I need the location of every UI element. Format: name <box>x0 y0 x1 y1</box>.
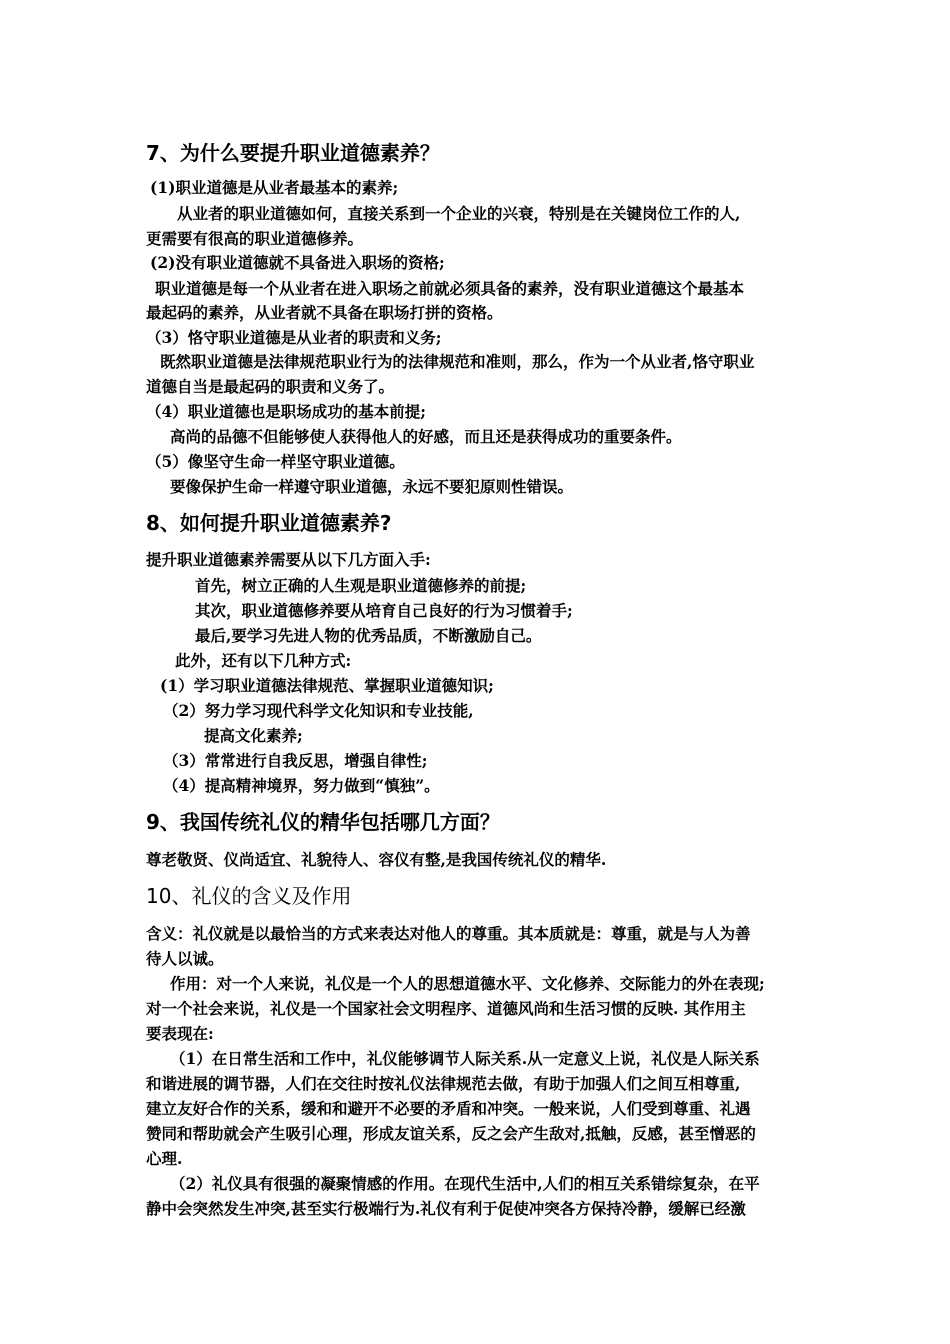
text-line: 最后,要学习先进人物的优秀品质，不断激励自己。 <box>195 626 542 645</box>
text-line: 建立友好合作的关系，缓和和避开不必要的矛盾和冲突。一般来说，人们受到尊重、礼遇 <box>146 1099 751 1118</box>
text-line: （3）恪守职业道德是从业者的职责和义务; <box>146 328 442 347</box>
text-line: （4）提高精神境界，努力做到“慎独”。 <box>163 776 440 795</box>
text-line: 含义：礼仪就是以最恰当的方式来表达对他人的尊重。其本质就是：尊重，就是与人为善 <box>146 924 751 943</box>
heading-7: 7、为什么要提升职业道德素养？ <box>146 141 440 165</box>
text-line: 提升职业道德素养需要从以下几方面入手: <box>146 550 431 569</box>
text-line: （2）礼仪具有很强的凝聚情感的作用。在现代生活中,人们的相互关系错综复杂，在平 <box>170 1174 760 1193</box>
text-line: 要像保护生命一样遵守职业道德，永远不要犯原则性错误。 <box>170 477 574 496</box>
text-line: 其次，职业道德修养要从培育自己良好的行为习惯着手; <box>195 601 573 620</box>
text-line: 高尚的品德不但能够使人获得他人的好感，而且还是获得成功的重要条件。 <box>170 427 682 446</box>
text-line: 和谐进展的调节器，人们在交往时按礼仪法律规范去做，有助于加强人们之间互相尊重, <box>146 1074 741 1093</box>
text-line: 心理. <box>146 1149 183 1168</box>
text-line: 首先，树立正确的人生观是职业道德修养的前提; <box>195 576 527 595</box>
text-line: 从业者的职业道德如何，直接关系到一个企业的兴衰，特别是在关键岗位工作的人, <box>177 204 741 223</box>
text-line: 职业道德是每一个从业者在进入职场之前就必须具备的素养，没有职业道德这个最基本 <box>155 279 745 298</box>
text-line: （1）在日常生活和工作中，礼仪能够调节人际关系.从一定意义上说，礼仪是人际关系 <box>170 1049 760 1068</box>
text-line: 待人以诚。 <box>146 949 224 968</box>
text-line: 更需要有很高的职业道德修养。 <box>146 229 364 248</box>
text-line: （3）常常进行自我反思，增强自律性; <box>163 751 428 770</box>
text-line: 赞同和帮助就会产生吸引心理，形成友谊关系，反之会产生敌对,抵触，反感，甚至憎恶的 <box>146 1124 756 1143</box>
text-line: 此外，还有以下几种方式: <box>175 651 352 670</box>
text-line: 既然职业道德是法律规范职业行为的法律规范和准则，那么，作为一个从业者,恪守职业 <box>160 352 755 371</box>
heading-10: 10、礼仪的含义及作用 <box>146 884 352 908</box>
text-line: 最起码的素养，从业者就不具备在职场打拼的资格。 <box>146 303 503 322</box>
text-line: （2）努力学习现代科学文化知识和专业技能, <box>163 701 474 720</box>
text-line: 对一个社会来说，礼仪是一个国家社会文明程序、道德风尚和生活习惯的反映. 其作用主 <box>146 999 746 1018</box>
text-line: (2)没有职业道德就不具备进入职场的资格; <box>150 253 445 272</box>
text-line: 要表现在: <box>146 1024 214 1043</box>
text-line: (1）学习职业道德法律规范、掌握职业道德知识; <box>160 676 494 695</box>
text-line: 静中会突然发生冲突,甚至实行极端行为.礼仪有利于促使冲突各方保持冷静，缓解已经激 <box>146 1199 746 1218</box>
text-line: （4）职业道德也是职场成功的基本前提; <box>146 402 427 421</box>
text-line: 作用：对一个人来说，礼仪是一个人的思想道德水平、文化修养、交际能力的外在表现; <box>170 974 765 993</box>
text-line: (1)职业道德是从业者最基本的素养; <box>150 178 399 197</box>
heading-9: 9、我国传统礼仪的精华包括哪几方面？ <box>146 810 500 834</box>
text-line: 尊老敬贤、仪尚适宜、礼貌待人、容仪有整,是我国传统礼仪的精华. <box>146 850 607 869</box>
text-line: 提高文化素养; <box>204 726 303 745</box>
heading-8: 8、如何提升职业道德素养? <box>146 511 392 535</box>
text-line: 道德自当是最起码的职责和义务了。 <box>146 377 395 396</box>
text-line: （5）像坚守生命一样坚守职业道德。 <box>146 452 405 471</box>
